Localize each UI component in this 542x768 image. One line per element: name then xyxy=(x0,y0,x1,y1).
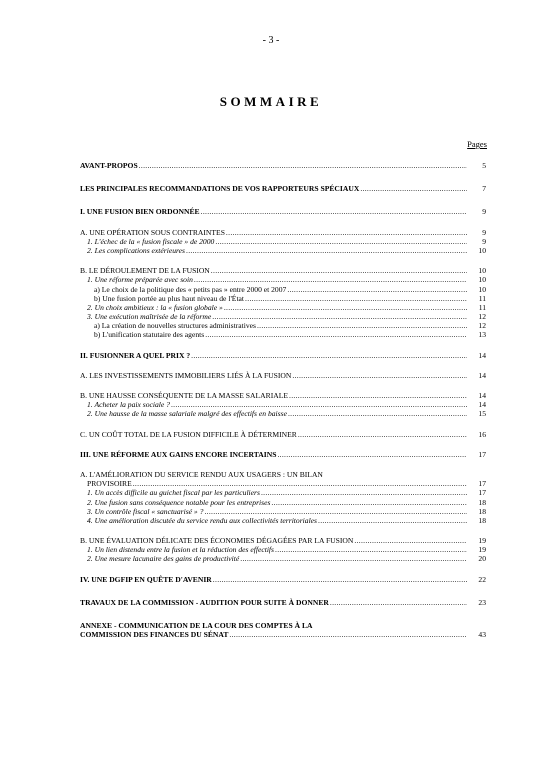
toc-entry-section-3 xyxy=(80,450,486,459)
toc-entry-section-1b3a xyxy=(80,321,486,330)
toc-entry-section-1b3 xyxy=(80,312,486,321)
page-title: SOMMAIRE xyxy=(219,94,323,109)
toc-entry-section-3b xyxy=(80,536,486,545)
toc-entry-label: LES PRINCIPALES RECOMMANDATIONS DE VOS RAPPORTEURS SPÉCIAUX xyxy=(80,184,360,194)
toc-entry-label: B. LE DÉROULEMENT DE LA FUSION xyxy=(80,266,210,276)
toc-entry-label: COMMISSION DES FINANCES DU SÉNAT xyxy=(80,630,229,640)
toc-entry-label: B. UNE HAUSSE CONSÉQUENTE DE LA MASSE SALARIALE xyxy=(80,391,288,400)
toc-entry-label: a) La création de nouvelles structures administratives xyxy=(94,321,256,331)
toc-entry-page: 7 xyxy=(482,184,486,194)
toc-entry-section-1b1b xyxy=(80,294,486,303)
toc-entry-page: 22 xyxy=(478,574,486,584)
toc-entry-page: 14 xyxy=(478,350,486,360)
toc-entry-page: 14 xyxy=(478,370,486,380)
toc-entry-label: A. LES INVESTISSEMENTS IMMOBILIERS LIÉS À LA FUSION xyxy=(80,370,292,380)
toc-entry-label: 1. Un accès difficile au guichet fiscal par les particuliers xyxy=(87,488,260,498)
toc-entry-section-3b1 xyxy=(80,545,486,554)
toc-entry-label: I. UNE FUSION BIEN ORDONNÉE xyxy=(80,207,200,217)
toc-entry-page: 12 xyxy=(478,321,486,331)
toc-entry-page: 23 xyxy=(478,597,486,607)
toc-entry-label: 1. L'échec de la « fusion fiscale » de 2000 xyxy=(87,236,215,246)
page-number: - 3 - xyxy=(262,35,280,46)
toc-entry-annexe-line1: ANNEXE - COMMUNICATION DE LA COUR DES COMPTES À LA xyxy=(80,621,313,630)
toc-entry-section-1a xyxy=(80,228,486,237)
toc-entry-page: 12 xyxy=(478,312,486,322)
table-of-contents xyxy=(80,161,486,639)
toc-entry-label: IV. UNE DGFIP EN QUÊTE D'AVENIR xyxy=(80,574,212,584)
toc-entry-page: 11 xyxy=(478,302,486,312)
toc-entry-page: 18 xyxy=(478,506,486,516)
toc-entry-page: 14 xyxy=(478,400,486,410)
toc-entry-page: 19 xyxy=(478,536,486,546)
toc-entry-section-1b1 xyxy=(80,275,486,284)
toc-entry-annexe xyxy=(80,630,486,639)
toc-entry-label: 4. Une amélioration discutée du service rendu aux collectivités territoriales xyxy=(87,515,318,525)
toc-entry-label: 3. Un contrôle fiscal « sanctuarisé » ? xyxy=(87,506,204,516)
toc-entry-page: 9 xyxy=(482,227,486,237)
toc-entry-label: b) Une fusion portée au plus haut niveau de l'État xyxy=(94,293,245,303)
toc-entry-section-1a2 xyxy=(80,246,486,255)
toc-entry-recommandations xyxy=(80,184,486,193)
toc-entry-page: 15 xyxy=(478,409,486,419)
toc-entry-section-3b2 xyxy=(80,554,486,563)
toc-entry-section-2b1 xyxy=(80,400,486,409)
toc-entry-page: 10 xyxy=(478,275,486,285)
toc-entry-section-3a xyxy=(80,479,486,488)
toc-entry-section-2a xyxy=(80,371,486,380)
toc-entry-section-3a1 xyxy=(80,488,486,497)
toc-entry-label: 2. Les complications extérieures xyxy=(87,245,185,255)
toc-entry-section-1a1 xyxy=(80,237,486,246)
toc-entry-page: 17 xyxy=(478,449,486,459)
toc-entry-label: C. UN COÛT TOTAL DE LA FUSION DIFFICILE À DÉTERMINER xyxy=(80,429,297,439)
toc-entry-section-4 xyxy=(80,575,486,584)
toc-entry-section-2b xyxy=(80,391,486,400)
toc-entry-label: II. FUSIONNER A QUEL PRIX ? xyxy=(80,350,191,360)
toc-entry-section-3a4 xyxy=(80,516,486,525)
toc-entry-section-1b xyxy=(80,266,486,275)
toc-entry-label: b) L'unification statutaire des agents xyxy=(94,330,205,340)
toc-entry-page: 13 xyxy=(478,330,486,340)
toc-entry-page: 43 xyxy=(478,630,486,640)
toc-entry-avant-propos xyxy=(80,161,486,170)
toc-entry-label: TRAVAUX DE LA COMMISSION - AUDITION POUR SUITE À DONNER xyxy=(80,597,329,607)
toc-entry-page: 10 xyxy=(478,245,486,255)
toc-entry-label: 2. Un choix ambitieux : la « fusion globale » xyxy=(87,302,223,312)
toc-entry-page: 9 xyxy=(482,207,486,217)
toc-entry-section-2c xyxy=(80,430,486,439)
toc-entry-label: 2. Une mesure lacunaire des gains de productivité xyxy=(87,554,240,564)
toc-entry-page: 20 xyxy=(478,554,486,564)
toc-entry-page: 18 xyxy=(478,497,486,507)
toc-entry-travaux xyxy=(80,598,486,607)
toc-entry-section-1b3b xyxy=(80,330,486,339)
toc-entry-page: 11 xyxy=(478,293,486,303)
toc-entry-label: PROVISOIRE xyxy=(87,479,132,489)
toc-entry-label: B. UNE ÉVALUATION DÉLICATE DES ÉCONOMIES DÉGAGÉES PAR LA FUSION xyxy=(80,536,354,546)
toc-entry-label: III. UNE RÉFORME AUX GAINS ENCORE INCERTAINS xyxy=(80,449,277,459)
toc-entry-page: 10 xyxy=(478,266,486,276)
pages-column-label: Pages xyxy=(467,139,487,149)
toc-entry-section-3a-line1: A. L'AMÉLIORATION DU SERVICE RENDU AUX USAGERS : UN BILAN xyxy=(80,469,323,479)
toc-entry-page: 14 xyxy=(478,391,486,400)
toc-entry-page: 17 xyxy=(478,488,486,498)
toc-entry-section-1b2 xyxy=(80,303,486,312)
toc-entry-section-1 xyxy=(80,207,486,216)
toc-entry-section-3a3 xyxy=(80,507,486,516)
toc-entry-label: AVANT-PROPOS xyxy=(80,161,138,170)
toc-entry-page: 10 xyxy=(478,284,486,294)
toc-entry-page: 5 xyxy=(482,161,486,170)
toc-entry-label: A. UNE OPÉRATION SOUS CONTRAINTES xyxy=(80,227,225,237)
toc-entry-section-3a2 xyxy=(80,498,486,507)
toc-entry-section-1b1a xyxy=(80,285,486,294)
toc-entry-label: 2. Une fusion sans conséquence notable pour les entreprises xyxy=(87,497,271,507)
toc-entry-page: 17 xyxy=(478,479,486,489)
toc-entry-page: 16 xyxy=(478,429,486,439)
toc-entry-page: 19 xyxy=(478,545,486,555)
toc-entry-label: 1. Un lien distendu entre la fusion et la réduction des effectifs xyxy=(87,545,274,555)
toc-entry-label: 2. Une hausse de la masse salariale malgré des effectifs en baisse xyxy=(87,409,287,419)
toc-entry-page: 9 xyxy=(482,236,486,246)
toc-entry-label: 3. Une exécution maîtrisée de la réforme xyxy=(87,312,212,322)
toc-entry-section-2 xyxy=(80,351,486,360)
toc-entry-section-2b2 xyxy=(80,409,486,418)
toc-entry-page: 18 xyxy=(478,515,486,525)
toc-entry-label: 1. Une réforme préparée avec soin xyxy=(87,275,193,285)
toc-entry-label: 1. Acheter la paix sociale ? xyxy=(87,400,170,410)
toc-entry-label: a) Le choix de la politique des « petits pas » entre 2000 et 2007 xyxy=(94,284,287,294)
